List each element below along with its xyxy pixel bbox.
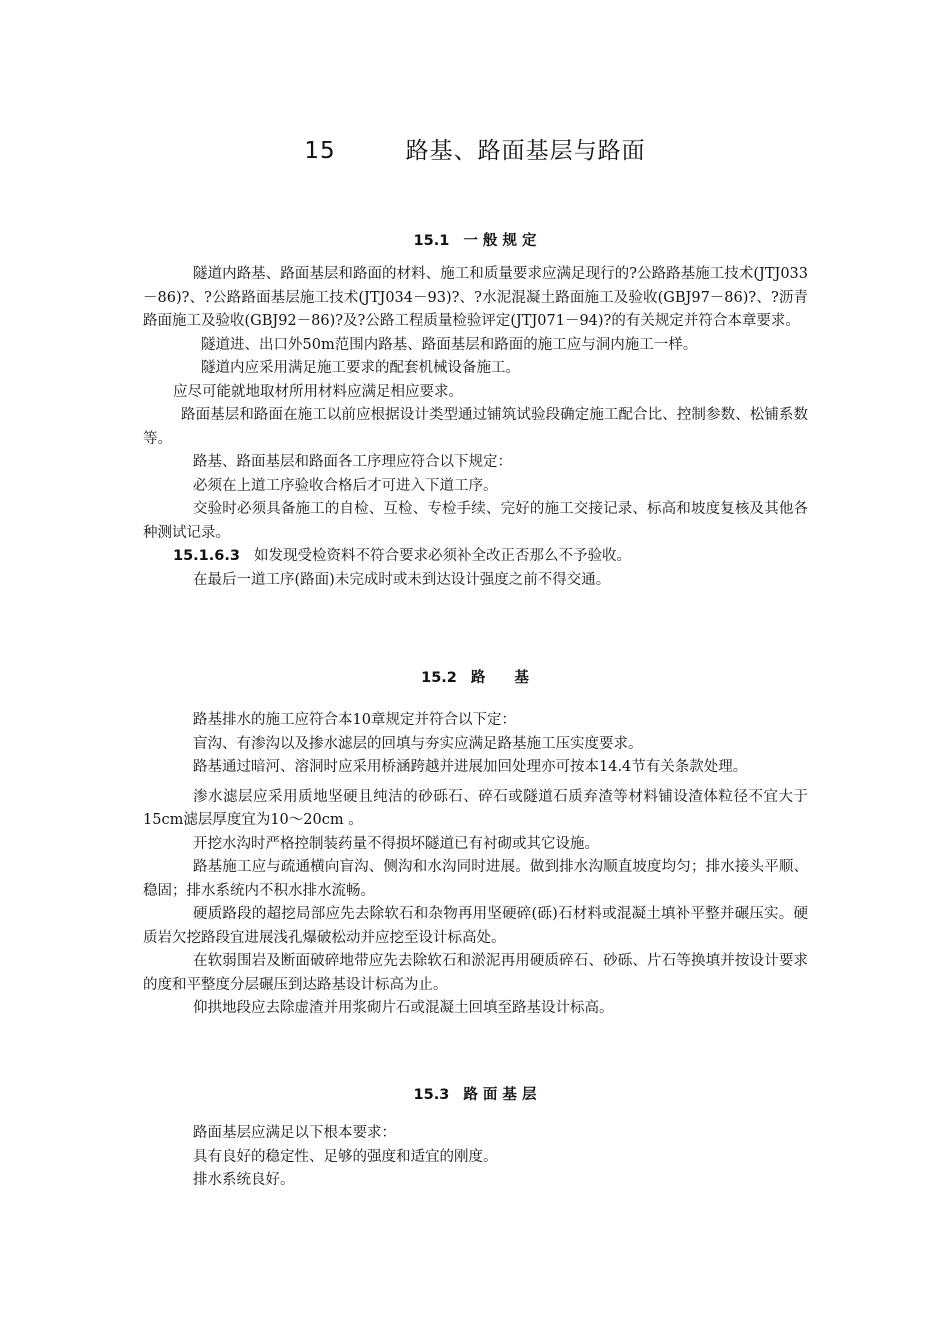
paragraph: 路基施工应与疏通横向盲沟、侧沟和水沟同时进展。做到排水沟顺直坡度均匀；排水接头平顺、稳固；排水系统内不积水排水流畅。 [143,859,808,899]
paragraph: 在最后一道工序(路面)未完成时或未到达设计强度之前不得交通。 [193,571,611,588]
paragraph: 隧道进、出口外50m范围内路基、路面基层和路面的施工应与洞内施工一样。 [201,336,698,353]
paragraph: 排水系统良好。 [193,1172,295,1188]
paragraph: 在软弱围岩及断面破碎地带应先去除软石和淤泥再用硬质碎石、砂砾、片石等换填并按设计要求的度和平整度分层碾压到达路基设计标高为止。 [143,953,808,993]
chapter-number: 15 [304,138,336,164]
paragraph: 隧道内应采用满足施工要求的配套机械设备施工。 [201,360,520,376]
paragraph: 应尽可能就地取材所用材料应满足相应要求。 [173,383,463,400]
clause-number: 15.1.6.3 [173,548,240,564]
paragraph: 仰拱地段应去除虚渣并用浆砌片石或混凝土回填至路基设计标高。 [193,1000,614,1016]
paragraph: 盲沟、有渗沟以及掺水滤层的回填与夯实应满足路基施工压实度要求。 [193,735,643,752]
paragraph: 路基排水的施工应符合本10章规定并符合以下定： [193,712,516,728]
paragraph: 硬质路段的超挖局部应先去除软石和杂物再用坚硬碎(砾)石材料或混凝土填补平整并碾压实。硬质岩欠挖路段宜进展浅孔爆破松动并应挖至设计标高处。 [143,906,808,946]
paragraph: 开挖水沟时严格控制装药量不得损坏隧道已有衬砌或其它设施。 [193,835,599,852]
paragraph: 路面基层和路面在施工以前应根据设计类型通过铺筑试验段确定施工配合比、控制参数、松铺系数等。 [143,407,808,447]
clause-paragraph: 15.1.6.3 如发现受检资料不符合要求必须补全改正否那么不予验收。 [173,548,631,564]
paragraph: 路基、路面基层和路面各工序理应符合以下规定： [193,454,512,470]
paragraph: 渗水滤层应采用质地坚硬且纯洁的砂砾石、碎石或隧道石质弃渣等材料铺设渣体粒径不宜大于15cm滤层厚度宜为10～20cm 。 [143,788,808,828]
paragraph: 具有良好的稳定性、足够的强度和适宜的刚度。 [193,1148,498,1165]
paragraph: 隧道内路基、路面基层和路面的材料、施工和质量要求应满足现行的?公路路基施工技术(JTJ033－86)?、?公路路面基层施工技术(JTJ034－93)?、?水泥混凝土路面施工及验收(GBJ97－86)?、?沥青路面施工及验收(GBJ92－86)?及?公路工程质量检验评定(JTJ071－94)?的有关规定并符合本章要求。 [143,266,808,329]
chapter-title-text: 路基、路面基层与路面 [405,138,646,164]
section-15-2-body [143,709,808,1021]
section-heading-15-2: 15.2 路 基 [421,670,529,686]
section-heading-15-1: 15.1 一 般 规 定 [413,233,537,249]
section-15-3-body [143,1122,808,1193]
chapter-title [0,132,950,165]
paragraph: 路面基层应满足以下根本要求： [193,1125,396,1141]
paragraph: 交验时必须具备施工的自检、互检、专检手续、完好的施工交接记录、标高和坡度复核及其他各种测试记录。 [143,501,808,541]
section-heading-15-3: 15.3 路 面 基 层 [413,1087,537,1103]
section-15-1-body [143,263,808,592]
paragraph: 必须在上道工序验收合格后才可进入下道工序。 [193,477,498,494]
paragraph: 路基通过暗河、溶洞时应采用桥涵跨越并进展加回处理亦可按本14.4节有关条款处理。 [193,759,748,775]
